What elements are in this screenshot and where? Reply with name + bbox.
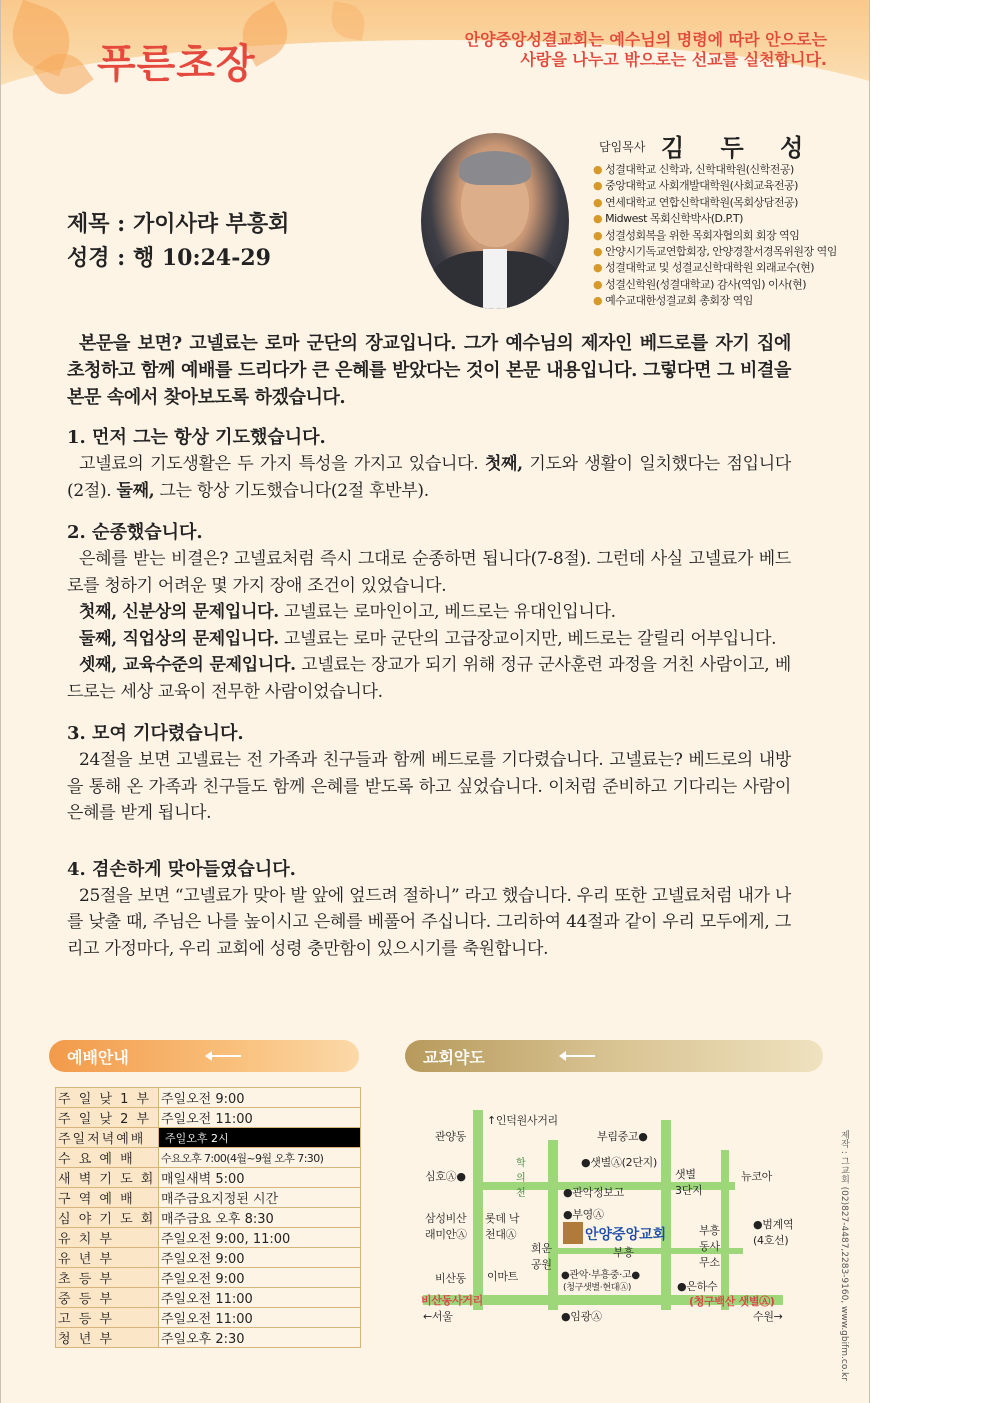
production-credit: 제작 : 그교회 (02)827-4487,2283-9160, www.gbifm.co.kr bbox=[839, 1130, 849, 1381]
table-row bbox=[56, 1248, 361, 1268]
service-name: 중 등 부 bbox=[56, 1288, 159, 1308]
service-name: 유 치 부 bbox=[56, 1228, 159, 1248]
map-label: ←서울 bbox=[423, 1310, 453, 1323]
table-row bbox=[56, 1108, 361, 1128]
bullet-icon: ● bbox=[593, 212, 603, 226]
service-name: 고 등 부 bbox=[56, 1308, 159, 1328]
service-name: 수 요 예 배 bbox=[56, 1148, 159, 1168]
service-name: 주 일 낮 2 부 bbox=[56, 1108, 159, 1128]
service-time: 주일오전 9:00, 11:00 bbox=[159, 1228, 361, 1248]
bullet-icon: ● bbox=[593, 163, 603, 176]
church-map-header bbox=[405, 1040, 823, 1072]
table-row bbox=[56, 1288, 361, 1308]
sermon-scripture: 성경 : 행 10:24-29 bbox=[67, 245, 271, 271]
map-label: ●범계역 (4호선) bbox=[753, 1218, 794, 1247]
worship-guide-heading: 예배안내 bbox=[67, 1048, 129, 1067]
service-name: 유 년 부 bbox=[56, 1248, 159, 1268]
map-label: 비산동 bbox=[435, 1272, 466, 1285]
table-row bbox=[56, 1148, 361, 1168]
sermon-section-3 bbox=[67, 721, 791, 827]
map-label: ●은하수 bbox=[677, 1280, 718, 1293]
bullet-icon: ● bbox=[593, 294, 603, 308]
service-name: 구 역 예 배 bbox=[56, 1188, 159, 1208]
service-time: 매주금요지정된 시간 bbox=[159, 1188, 361, 1208]
sermon-body bbox=[67, 330, 791, 978]
map-label: 뉴코아 bbox=[741, 1170, 772, 1183]
cv-item: ● 성결대학교 및 성결교신학대학원 외래교수(현) bbox=[593, 261, 815, 275]
bullet-icon: ● bbox=[593, 179, 603, 193]
section-title: 4. 겸손하게 맞아들였습니다. bbox=[67, 858, 296, 880]
map-label: 수원→ bbox=[753, 1310, 783, 1323]
service-time: 수요오후 7:00(4월~9월 오후 7:30) bbox=[159, 1148, 361, 1168]
service-name: 새 벽 기 도 회 bbox=[56, 1168, 159, 1188]
map-label: 롯데 낙천대Ⓐ bbox=[485, 1212, 520, 1241]
map-church-name: 안양중앙교회 bbox=[585, 1227, 667, 1243]
bullet-icon: ● bbox=[593, 261, 603, 275]
service-time: 주일오전 11:00 bbox=[159, 1108, 361, 1128]
section-paragraph: 24절을 보면 고넬료는 전 가족과 친구들과 함께 베드로를 기다렸습니다. 고넬료는? 베드로의 내방을 통해 온 가족과 친구들도 함께 은혜를 받도록 하고 싶었습니다. 이처럼 준비하고 기다리는 사람이 은혜를 받게 됩니다. bbox=[67, 750, 791, 823]
table-row bbox=[56, 1168, 361, 1188]
map-label: (청구백산 샛별Ⓐ) bbox=[689, 1295, 775, 1308]
sermon-title: 제목 : 가이사랴 부흥회 bbox=[67, 211, 290, 237]
sermon-section-2 bbox=[67, 520, 791, 705]
cv-item: ● 성결대학교 신학과, 신학대학원(신학전공) bbox=[593, 163, 794, 176]
map-label: 심호Ⓐ● bbox=[425, 1170, 466, 1183]
cv-item: ● Midwest 목회신학박사(D.P.T) bbox=[593, 212, 743, 226]
map-label: 샛별 3단지 bbox=[675, 1168, 703, 1197]
map-label: 학의천 bbox=[516, 1158, 526, 1199]
service-time: 주일오후 2시 bbox=[159, 1128, 361, 1148]
table-row bbox=[56, 1088, 361, 1108]
map-label: 삼성비산 래미안Ⓐ bbox=[425, 1212, 467, 1241]
map-label: ●샛별Ⓐ(2단지) bbox=[581, 1156, 657, 1169]
service-time: 주일오후 2:30 bbox=[159, 1328, 361, 1348]
service-time: 매주금요 오후 8:30 bbox=[159, 1208, 361, 1228]
service-name: 주일저녁예배 bbox=[56, 1128, 159, 1148]
map-label: ●임광Ⓐ bbox=[561, 1310, 602, 1323]
arrow-left-icon bbox=[561, 1055, 595, 1057]
table-row bbox=[56, 1308, 361, 1328]
section-paragraph: 25절을 보면 “고넬료가 맞아 발 앞에 엎드려 절하니” 라고 했습니다. 우리 또한 고넬료처럼 내가 나를 낮출 때, 주님은 나를 높이시고 은혜를 베풀어 주십니다. 그리하여 44절과 같이 우리 모두에게, 그리고 가정마다, 우리 교회에 성령 충만함이 있으시기를 축원합니다. bbox=[67, 885, 791, 959]
table-row bbox=[56, 1268, 361, 1288]
map-label: 관양동 bbox=[435, 1130, 466, 1143]
section-title: 2. 순종했습니다. bbox=[67, 522, 203, 543]
motto-line-1: 안양중앙성결교회는 예수님의 명령에 따라 안으로는 bbox=[464, 30, 827, 49]
map-label: 비산동사거리 bbox=[421, 1294, 483, 1307]
cv-item: ● 안양시기독교연합회장, 안양경찰서경목위원장 역임 bbox=[593, 245, 837, 259]
bullet-icon: ● bbox=[593, 245, 603, 259]
section-paragraph: 둘째, 직업상의 문제입니다. 고넬료는 로마 군단의 고급장교이지만, 베드로는 갈릴리 어부입니다. bbox=[79, 628, 777, 649]
service-name: 심 야 기 도 회 bbox=[56, 1208, 159, 1228]
service-name: 주 일 낮 1 부 bbox=[56, 1088, 159, 1108]
church-location-map bbox=[413, 1090, 843, 1340]
table-row bbox=[56, 1188, 361, 1208]
sermon-header bbox=[67, 207, 289, 275]
cv-item: ● 성결성회복을 위한 목회자협의회 회장 역임 bbox=[593, 228, 800, 242]
bullet-icon: ● bbox=[593, 277, 603, 291]
cv-item: ● 예수교대한성결교회 총회장 역임 bbox=[593, 294, 753, 308]
church-motto bbox=[407, 30, 827, 70]
pastor-cv-list bbox=[593, 162, 837, 310]
service-name: 초 등 부 bbox=[56, 1268, 159, 1288]
map-label: 이마트 bbox=[487, 1270, 518, 1283]
arrow-left-icon bbox=[207, 1055, 241, 1057]
bullet-icon: ● bbox=[593, 228, 603, 242]
pastor-role: 담임목사 bbox=[599, 140, 646, 154]
sermon-section-4 bbox=[67, 857, 791, 963]
worship-guide-header bbox=[49, 1040, 359, 1072]
photo-hair bbox=[459, 151, 531, 185]
sermon-section-1 bbox=[67, 425, 791, 504]
map-label: 부흥 bbox=[613, 1246, 634, 1259]
section-paragraph: 셋째, 교육수준의 문제입니다. 고넬료는 장교가 되기 위해 정규 군사훈련 과정을 거친 사람이고, 베드로는 세상 교육이 전무한 사람이었습니다. bbox=[67, 655, 791, 702]
service-time: 주일오전 11:00 bbox=[159, 1308, 361, 1328]
map-label: 부림중고● bbox=[597, 1130, 648, 1143]
section-title: 3. 모여 기다렸습니다. bbox=[67, 723, 244, 744]
motto-line-2: 사랑을 나누고 밖으로는 선교를 실천합니다. bbox=[520, 50, 827, 69]
bullet-icon: ● bbox=[593, 195, 603, 209]
map-label: ●관악·부흥중·고● bbox=[561, 1270, 640, 1281]
service-time: 주일오전 9:00 bbox=[159, 1268, 361, 1288]
section-paragraph: 고넬료의 기도생활은 두 가지 특성을 가지고 있습니다. 첫째, 기도와 생활이 일치했다는 점입니다(2절). 둘째, 그는 항상 기도했습니다(2절 후반부). bbox=[67, 454, 792, 501]
cv-item: ● 성결신학원(성결대학교) 감사(역임) 이사(현) bbox=[593, 277, 806, 291]
service-time: 매일새벽 5:00 bbox=[159, 1168, 361, 1188]
map-label: (청구샛별·현대Ⓐ) bbox=[563, 1283, 632, 1293]
service-time: 주일오전 9:00 bbox=[159, 1248, 361, 1268]
table-row bbox=[56, 1128, 361, 1148]
map-label: ↑인덕원사거리 bbox=[487, 1114, 558, 1127]
sermon-intro: 본문을 보면? 고넬료는 로마 군단의 장교입니다. 그가 예수님의 제자인 베드로를 자기 집에 초청하고 함께 예배를 드리다가 큰 은혜를 받았다는 것이 본문 내용입니다. 그렇다면 그 비결을 본문 속에서 찾아보도록 하겠습니다. bbox=[67, 333, 791, 408]
service-time: 주일오전 11:00 bbox=[159, 1288, 361, 1308]
table-row bbox=[56, 1208, 361, 1228]
service-name: 청 년 부 bbox=[56, 1328, 159, 1348]
photo-shirt bbox=[483, 249, 507, 309]
bulletin-logo: 푸른초장 bbox=[97, 41, 256, 87]
map-label: 희운 공원 bbox=[531, 1242, 552, 1271]
map-label: ●관악정보고 bbox=[563, 1186, 624, 1199]
section-paragraph: 은혜를 받는 비결은? 고넬료처럼 즉시 그대로 순종하면 됩니다(7-8절). 그런데 사실 고넬료가 베드로를 청하기 어려운 몇 가지 장애 조건이 있었습니다. bbox=[67, 549, 791, 596]
church-map-heading: 교회약도 bbox=[423, 1048, 485, 1067]
section-title: 1. 먼저 그는 항상 기도했습니다. bbox=[67, 427, 326, 448]
service-time: 주일오전 9:00 bbox=[159, 1088, 361, 1108]
map-label: ●부영Ⓐ bbox=[563, 1208, 604, 1221]
table-row bbox=[56, 1228, 361, 1248]
section-paragraph: 첫째, 신분상의 문제입니다. 고넬료는 로마인이고, 베드로는 유대인입니다. bbox=[79, 602, 616, 622]
worship-schedule-table bbox=[55, 1087, 361, 1348]
church-building-icon bbox=[563, 1222, 583, 1244]
map-road bbox=[548, 1140, 558, 1310]
map-road bbox=[661, 1120, 671, 1310]
map-label: 부흥 동사무소 bbox=[699, 1224, 720, 1269]
table-row bbox=[56, 1328, 361, 1348]
cv-item: ● 중앙대학교 사회개발대학원(사회교육전공) bbox=[593, 179, 798, 193]
pastor-name: 김 두 성 bbox=[661, 134, 818, 162]
pastor-photo bbox=[421, 133, 569, 309]
cv-item: ● 연세대학교 연합신학대학원(목회상담전공) bbox=[593, 195, 798, 209]
